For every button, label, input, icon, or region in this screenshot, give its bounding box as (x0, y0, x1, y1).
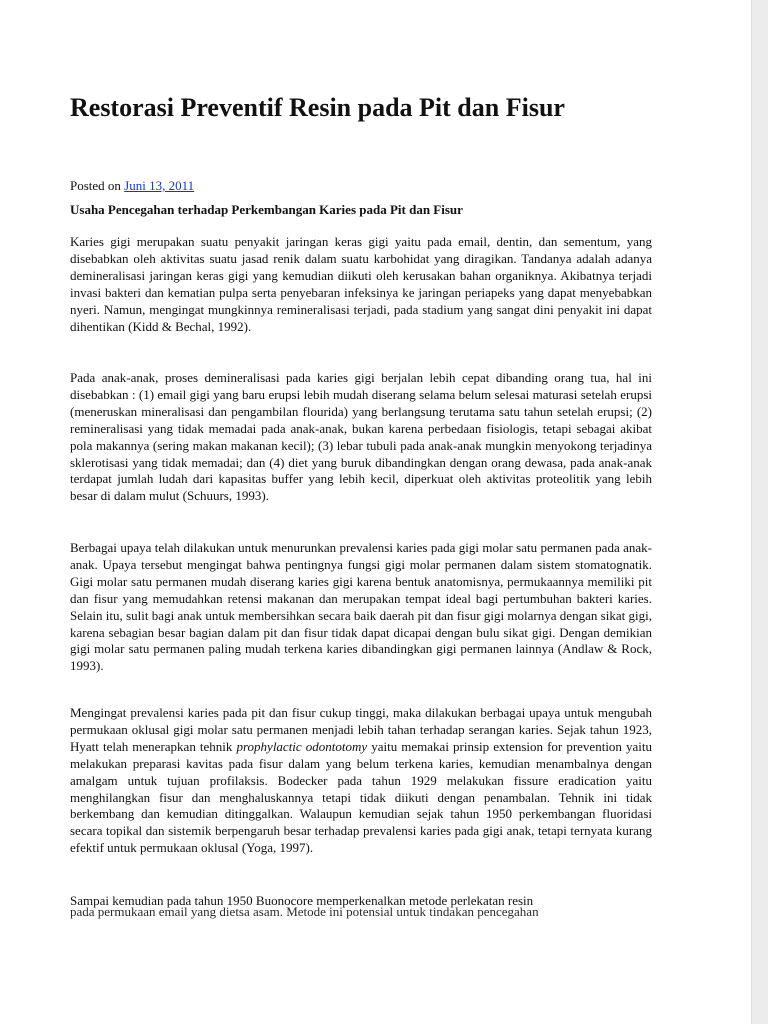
paragraph-2: Pada anak-anak, proses demineralisasi pada karies gigi berjalan lebih cepat dibanding orang tua, hal ini disebabkan : (1) email gigi yang baru erupsi lebih mudah diserang selama belum selesai maturasi setelah erupsi (meneruskan mineralisasi dan pengambilan flourida) yang berlangsung terutama satu tahun setelah erupsi; (2) remineralisasi yang tidak memadai pada anak-anak, bukan karena perbedaan fisiologis, tetapi sebagai akibat pola makannya (sering makan makanan kecil); (3) lebar tubuli pada anak-anak mungkin menyokong terjadinya sklerotisasi yang tidak memadai; dan (4) diet yang buruk dibandingkan dengan orang dewasa, pada anak-anak terdapat jumlah ludah dari kapasitas buffer yang lebih kecil, diperkuat oleh aktivitas proteolitik yang lebih besar di dalam mulut (Schuurs, 1993). (70, 370, 652, 504)
paragraph-5-line-1: Sampai kemudian pada tahun 1950 Buonocore memperkenalkan metode perlekatan resin (70, 893, 534, 908)
paragraph-3: Berbagai upaya telah dilakukan untuk menurunkan prevalensi karies pada gigi molar satu permanen pada anak-anak. Upaya tersebut mengingat bahwa pentingnya fungsi gigi molar permanen dalam sistem stomatognatik. Gigi molar satu permanen mudah diserang karies gigi karena bentuk anatomisnya, permukaannya memiliki pit dan fisur yang memudahkan retensi makanan dan merupakan tempat ideal bagi pertumbuhan bakteri karies. Selain itu, sulit bagi anak untuk membersihkan secara baik daerah pit dan fisur gigi molarnya dengan sikat gigi, karena sebagian besar bagian dalam pit dan fisur tidak dapat dicapai dengan bulu sikat gigi. Dengan demikian gigi molar satu permanen paling mudah terkena karies dibandingkan gigi permanen lainnya (Andlaw & Rock, 1993). (70, 540, 652, 674)
posted-date-link[interactable]: Juni 13, 2011 (124, 178, 195, 193)
posted-label: Posted on (70, 178, 121, 193)
paragraph-4-emphasis: prophylactic odontotomy (236, 738, 368, 754)
article-subtitle: Usaha Pencegahan terhadap Perkembangan Karies pada Pit dan Fisur (70, 202, 463, 217)
paragraph-4 (70, 705, 652, 857)
paragraph-5-line-2: pada permukaan email yang dietsa asam. Metode ini potensial untuk tindakan pencegahan (70, 904, 539, 919)
article-title: Restorasi Preventif Resin pada Pit dan Fisur (70, 93, 565, 122)
vertical-scrollbar[interactable] (751, 0, 768, 1024)
paragraph-4-text-after: yaitu memakai prinsip extension for prevention yaitu melakukan preparasi kavitas pada fisur dalam yang belum terkena karies, kemudian menambalnya dengan amalgam untuk tujuan profilaksis. Bodecker pada tahun 1929 melakukan fissure eradication yaitu menghilangkan fisur dan menghaluskannya tetapi tidak diikuti dengan penambalan. Tehnik ini tidak berkembang dan kemudian ditinggalkan. Walaupun kemudian sejak tahun 1950 perkembangan fluoridasi secara topikal dan sistemik berpengaruh besar terhadap prevalensi karies pada gigi anak, tetapi ternyata kurang efektif untuk permukaan oklusal (Yoga, 1997). (70, 738, 652, 856)
posted-line (70, 178, 194, 194)
paragraph-4-text-before: Mengingat prevalensi karies pada pit dan fisur cukup tinggi, maka dilakukan berbagai upaya untuk mengubah permukaan oklusal gigi molar satu permanen menjadi lebih tahan terhadap serangan karies. Sejak tahun 1923, Hyatt telah menerapkan tehnik (70, 705, 652, 754)
paragraph-1: Karies gigi merupakan suatu penyakit jaringan keras gigi yaitu pada email, dentin, dan sementum, yang disebabkan oleh aktivitas suatu jasad renik dalam suatu karbohidat yang diragikan. Tandanya adalah adanya demineralisasi jaringan keras gigi yang kemudian diikuti oleh kerusakan bahan organiknya. Akibatnya terjadi invasi bakteri dan kematian pulpa serta penyebaran infeksinya ke jaringan periapeks yang dapat menyebabkan nyeri. Namun, mengingat mungkinnya remineralisasi terjadi, pada stadium yang sangat dini penyakit ini dapat dihentikan (Kidd & Bechal, 1992). (70, 234, 652, 334)
